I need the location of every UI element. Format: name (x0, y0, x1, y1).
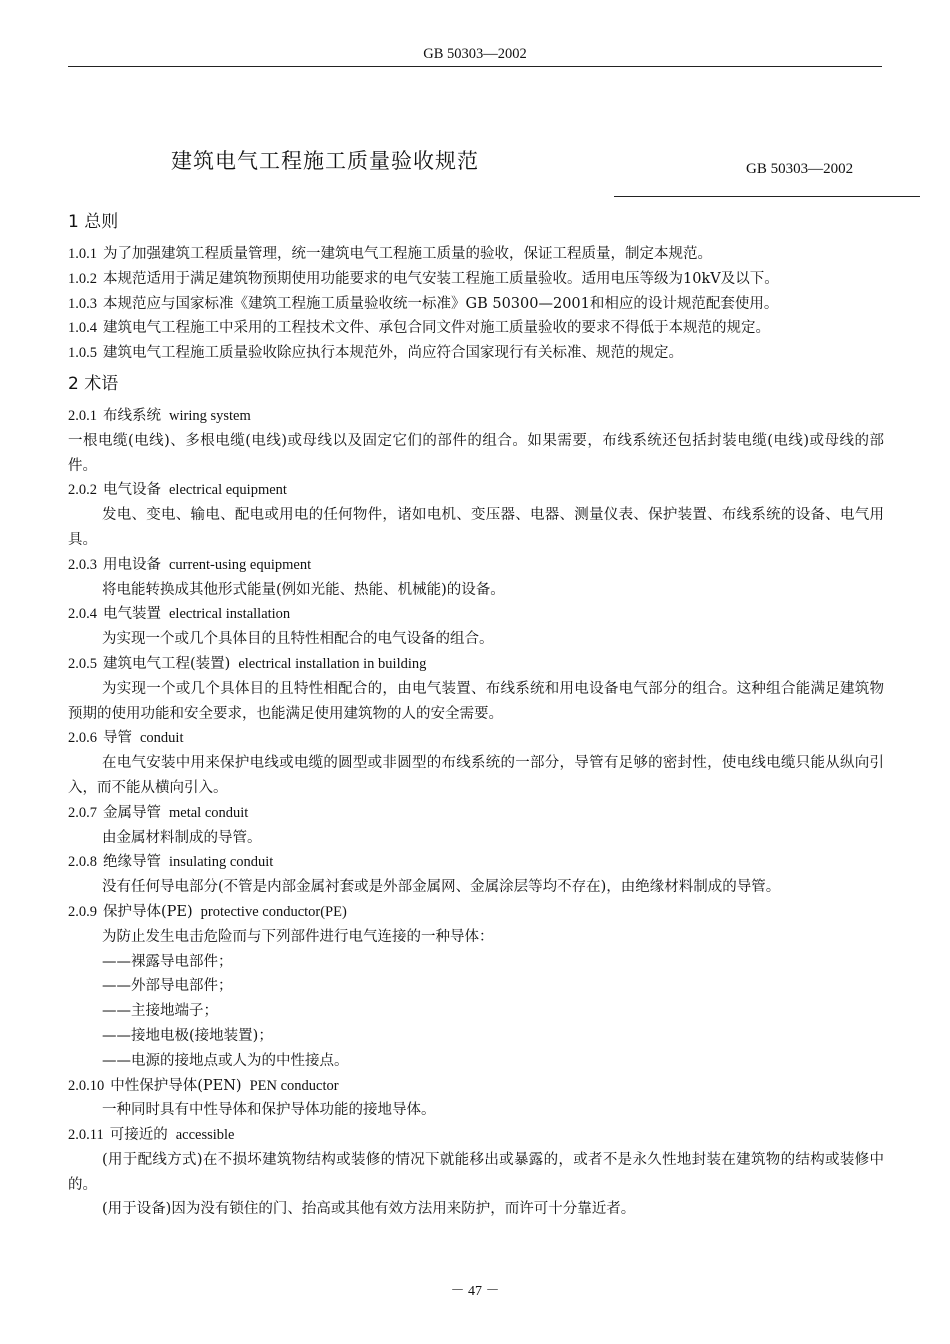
term-definition: 一种同时具有中性导体和保护导体功能的接地导体。 (102, 1102, 436, 1119)
list-item: ——主接地端子； (102, 1003, 218, 1020)
term-2-0-5: 2.0.5 建筑电气工程(装置) electrical installation in building (68, 655, 427, 672)
term-2-0-9: 2.0.9 保护导体(PE) protective conductor(PE) (68, 903, 347, 920)
clause-1-0-3: 1.0.3 本规范应与国家标准《建筑工程施工质量验收统一标准》GB 50300—2001和相应的设计规范配套使用。 (68, 295, 779, 312)
standard-number: GB 50303—2002 (746, 161, 854, 177)
term-2-0-2: 2.0.2 电气设备 electrical equipment (68, 482, 287, 499)
term-definition: (用于设备)因为没有锁住的门、抬高或其他有效方法用来防护，而许可十分靠近者。 (102, 1201, 636, 1218)
standard-number-rule (614, 196, 920, 197)
term-definition: 没有任何导电部分(不管是内部金属衬套或是外部金属网、金属涂层等均不存在)，由绝缘材料制成的导管。 (102, 879, 781, 896)
clause-1-0-1: 1.0.1 为了加强建筑工程质量管理，统一建筑电气工程施工质量的验收，保证工程质量，制定本规范。 (68, 246, 712, 262)
list-item: ——电源的接地点或人为的中性接点。 (102, 1052, 349, 1069)
term-2-0-10: 2.0.10 中性保护导体(PEN) PEN conductor (68, 1077, 339, 1094)
list-item: ——裸露导电部件； (102, 953, 233, 970)
term-definition: 为实现一个或几个具体目的且特性相配合的电气设备的组合。 (102, 631, 494, 648)
section-heading-terms: 2 术语 (68, 373, 119, 394)
list-item: ——接地电极(接地装置)； (102, 1027, 273, 1044)
page-number: － 47 － (450, 1284, 500, 1299)
term-2-0-6: 2.0.6 导管 conduit (68, 730, 184, 747)
section-heading-general: 1 总则 (68, 212, 119, 232)
clause-1-0-5: 1.0.5 建筑电气工程施工质量验收除应执行本规范外，尚应符合国家现行有关标准、规范的规定。 (68, 345, 683, 362)
body-content (68, 208, 884, 1222)
term-definition: 由金属材料制成的导管。 (102, 829, 262, 846)
clause-1-0-2: 1.0.2 本规范适用于满足建筑物预期使用功能要求的电气安装工程施工质量验收。适用电压等级为10kV及以下。 (68, 270, 779, 287)
running-header: GB 50303—2002 (423, 46, 527, 62)
term-definition: 发电、变电、输电、配电或用电的任何物件，诸如电机、变压器、电器、测量仪表、保护装置、布线系统的设备、电气用具。 (68, 507, 884, 548)
term-2-0-3: 2.0.3 用电设备 current-using equipment (68, 556, 312, 573)
header-rule (68, 66, 882, 67)
term-definition: 为防止发生电击危险而与下列部件进行电气连接的一种导体： (102, 928, 494, 945)
term-2-0-1: 2.0.1 布线系统 wiring system (68, 407, 251, 424)
term-2-0-8: 2.0.8 绝缘导管 insulating conduit (68, 854, 274, 871)
term-definition: 一根电缆(电线)、多根电缆(电线)或母线以及固定它们的部件的组合。如果需要，布线系统还包括封装电缆(电线)或母线的部件。 (68, 432, 884, 474)
clause-1-0-4: 1.0.4 建筑电气工程施工中采用的工程技术文件、承包合同文件对施工质量验收的要求不得低于本规范的规定。 (68, 320, 770, 337)
term-definition: (用于配线方式)在不损坏建筑物结构或装修的情况下就能移出或暴露的，或者不是永久性地封装在建筑物的结构或装修中的。 (68, 1151, 884, 1193)
term-2-0-7: 2.0.7 金属导管 metal conduit (68, 804, 249, 821)
document-title: 建筑电气工程施工质量验收规范 (171, 149, 479, 173)
term-2-0-4: 2.0.4 电气装置 electrical installation (68, 606, 291, 623)
term-definition: 在电气安装中用来保护电线或电缆的圆型或非圆型的布线系统的一部分，导管有足够的密封性，使电线电缆只能从纵向引入，而不能从横向引入。 (68, 755, 884, 796)
term-2-0-11: 2.0.11 可接近的 accessible (68, 1127, 235, 1144)
term-definition: 将电能转换成其他形式能量(例如光能、热能、机械能)的设备。 (102, 581, 505, 598)
term-definition: 为实现一个或几个具体目的且特性相配合的，由电气装置、布线系统和用电设备电气部分的组合。这种组合能满足建筑物预期的使用功能和安全要求，也能满足使用建筑物的人的安全需要。 (68, 680, 884, 722)
list-item: ——外部导电部件； (102, 978, 233, 995)
